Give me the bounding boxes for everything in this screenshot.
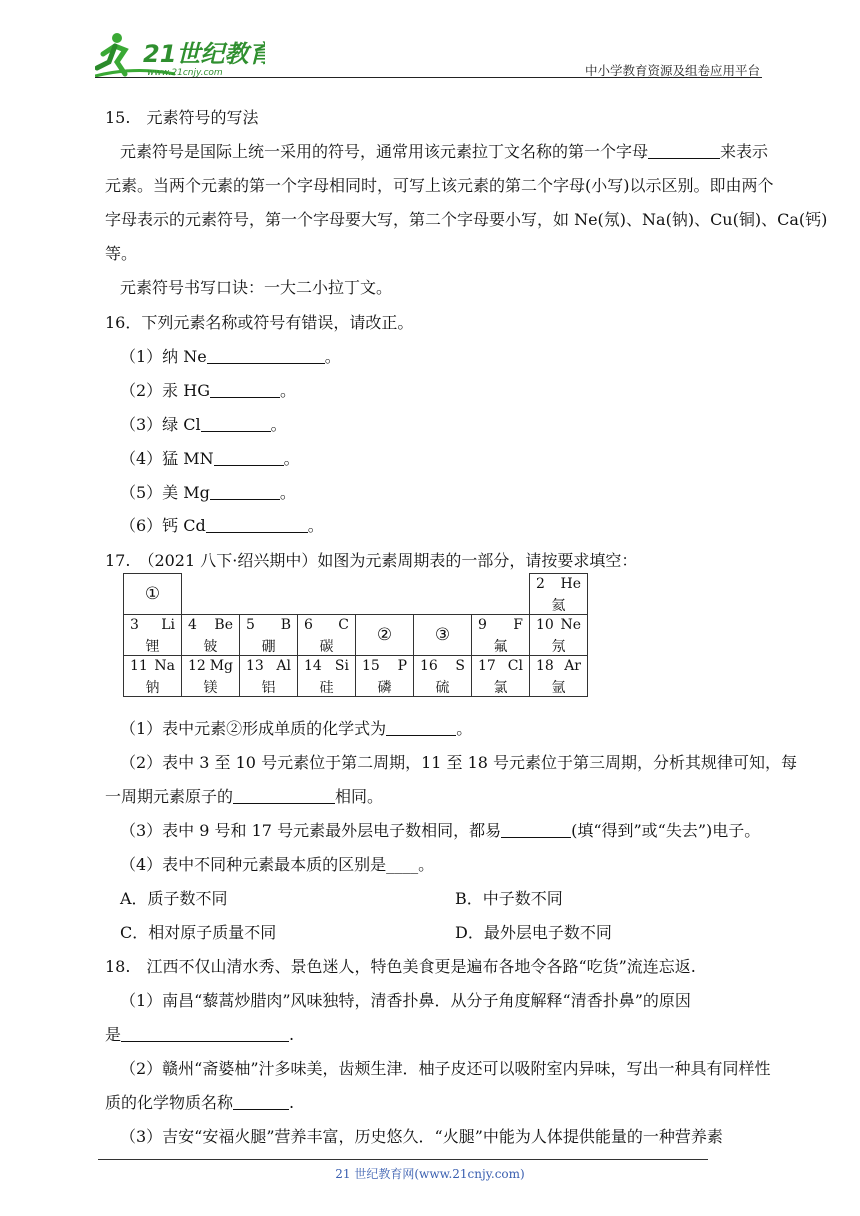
q16-item-4: （4）猛 MN 。: [120, 449, 300, 468]
q16-blank-2[interactable]: [210, 383, 280, 398]
q15-line3: 字母表示的元素符号，第一个字母要大写，第二个字母要小写，如 Ne(氖)、Na(钠)、Cu(铜)、Ca(钙): [105, 210, 828, 229]
q16-blank-1[interactable]: [207, 349, 325, 364]
q18-sub1: （1）南昌“藜蒿炒腊肉”风味独特，清香扑鼻．从分子角度解释“清香扑鼻”的原因: [120, 991, 691, 1010]
pt-cell-ar: 18 Ar 氩: [530, 656, 588, 697]
q18-blank-1[interactable]: [121, 1027, 289, 1042]
q15-line4: 等。: [105, 244, 138, 263]
q17-title: 17. （2021 八下·绍兴期中）如图为元素周期表的一部分，请按要求填空：: [105, 551, 638, 570]
q16-blank-6[interactable]: [206, 518, 308, 533]
pt-cell-he: 2 He 氦: [530, 574, 588, 615]
q18-sub1-cont: 是 .: [105, 1025, 295, 1044]
pt-cell-ne: 10 Ne 氖: [530, 615, 588, 656]
q17-sub1: （1）表中元素②形成单质的化学式为 。: [120, 719, 473, 738]
q15-blank[interactable]: [648, 144, 720, 159]
pt-cell-mg: 12 Mg 镁: [182, 656, 240, 697]
pt-cell-si: 14 Si 硅: [298, 656, 356, 697]
q18-blank-2[interactable]: [233, 1095, 289, 1110]
q16-title: 16．下列元素名称或符号有错误，请改正。: [105, 313, 414, 332]
page-header: [95, 30, 760, 82]
pt-cell-al: 13 Al 铝: [240, 656, 298, 697]
q16-item-2: （2）汞 HG 。: [120, 381, 297, 400]
q17-sub2-cont: 一周期元素原子的 相同。: [105, 787, 384, 806]
q17-sub2: （2）表中 3 至 10 号元素位于第二周期，11 至 18 号元素位于第三周期，分析其规律可知，每: [120, 753, 798, 772]
q16-item-6: （6）钙 Cd 。: [120, 516, 324, 535]
platform-name: 中小学教育资源及组卷应用平台: [584, 63, 760, 78]
pt-cell-na: 11 Na 钠: [124, 656, 182, 697]
site-logo: [95, 30, 265, 84]
pt-cell-3: ③: [414, 615, 472, 656]
pt-cell-li: 3 Li 锂: [124, 615, 182, 656]
pt-cell-cl: 17 Cl 氯: [472, 656, 530, 697]
q17-blank-1[interactable]: [386, 721, 456, 736]
footer-divider: [98, 1159, 708, 1160]
q17-option-a[interactable]: A．质子数不同: [120, 889, 228, 908]
q17-sub3: （3）表中 9 号和 17 号元素最外层电子数相同，都易 (填“得到”或“失去”)电子。: [120, 821, 761, 840]
pt-cell-2: ②: [356, 615, 414, 656]
pt-cell-1: ①: [124, 574, 182, 615]
q16-blank-3[interactable]: [201, 417, 271, 432]
q18-sub2-cont: 质的化学物质名称 .: [105, 1093, 295, 1112]
pt-cell-f: 9 F 氟: [472, 615, 530, 656]
pt-cell-b: 5 B 硼: [240, 615, 298, 656]
pt-cell-c: 6 C 碳: [298, 615, 356, 656]
header-divider: [95, 77, 762, 78]
footer-text: 21 世纪教育网(www.21cnjy.com): [335, 1167, 525, 1181]
q16-item-1: （1）纳 Ne 。: [120, 347, 341, 366]
q15-line1: 元素符号是国际上统一采用的符号，通常用该元素拉丁文名称的第一个字母 来表示: [120, 142, 769, 161]
q16-item-5: （5）美 Mg 。: [120, 483, 296, 502]
pt-cell-s: 16 S 硫: [414, 656, 472, 697]
svg-text:21世纪教育: 21世纪教育: [143, 40, 265, 68]
q16-blank-5[interactable]: [210, 485, 280, 500]
q16-item-3: （3）绿 Cl 。: [120, 415, 287, 434]
q17-option-c[interactable]: C．相对原子质量不同: [120, 923, 277, 942]
svg-text:www.21cnjy.com: www.21cnjy.com: [147, 68, 223, 78]
q17-option-b[interactable]: B．中子数不同: [455, 889, 563, 908]
q17-blank-2[interactable]: [233, 789, 335, 804]
q15-line5: 元素符号书写口诀：一大二小拉丁文。: [120, 278, 393, 297]
q16-blank-4[interactable]: [214, 451, 284, 466]
q17-option-d[interactable]: D．最外层电子数不同: [455, 923, 612, 942]
q17-blank-3[interactable]: [501, 823, 571, 838]
q18-title: 18. 江西不仅山清水秀、景色迷人，特色美食更是遍布各地令各路“吃货”流连忘返.: [105, 957, 696, 976]
q15-title: 15. 元素符号的写法: [105, 108, 259, 127]
q17-sub4: （4）表中不同种元素最本质的区别是____。: [120, 855, 435, 874]
q18-sub3: （3）吉安“安福火腿”营养丰富，历史悠久．“火腿”中能为人体提供能量的一种营养素: [120, 1127, 723, 1146]
pt-cell-be: 4 Be 铍: [182, 615, 240, 656]
pt-cell-p: 15 P 磷: [356, 656, 414, 697]
q15-line2: 元素。当两个元素的第一个字母相同时，可写上该元素的第二个字母(小写)以示区别。即由两个: [105, 176, 774, 195]
q18-sub2: （2）赣州“斋婆柚”汁多味美，齿颊生津．柚子皮还可以吸附室内异味，写出一种具有同样性: [120, 1059, 771, 1078]
periodic-table: [123, 573, 588, 697]
